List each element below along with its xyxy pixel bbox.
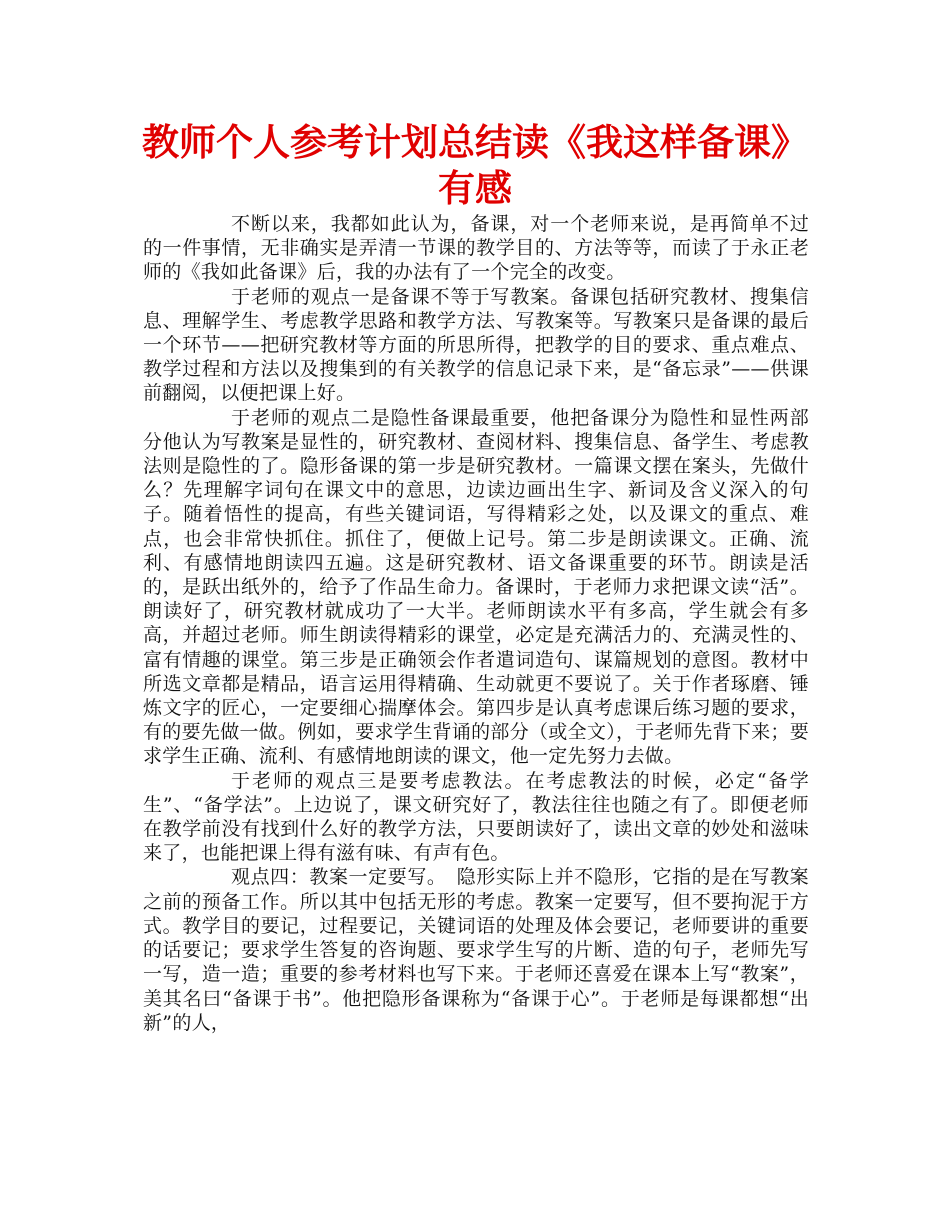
paragraph-2: 于老师的观点一是备课不等于写教案。备课包括研究教材、搜集信息、理解学生、考虑教学思路和教学方法、写教案等。写教案只是备课的最后一个环节——把研究教材等方面的所思所得，把教学的目的要求、重点难点、教学过程和方法以及搜集到的有关教学的信息记录下来，是“备忘录”——供课前翻阅，以便把课上好。 xyxy=(143,285,809,405)
paragraph-3: 于老师的观点二是隐性备课最重要，他把备课分为隐性和显性两部分他认为写教案是显性的，研究教材、查阅材料、搜集信息、备学生、考虑教法则是隐性的了。隐形备课的第一步是研究教材。一篇课文摆在案头，先做什么？先理解字词句在课文中的意思，边读边画出生字、新词及含义深入的句子。随着悟性的提高，有些关键词语，写得精彩之处，以及课文的重点、难点，也会非常快抓住。抓住了，便做上记号。第二步是朗读课文。正确、流利、有感情地朗读四五遍。这是研究教材、语文备课重要的环节。朗读是活的，是跃出纸外的，给予了作品生命力。备课时，于老师力求把课文读“活”。朗读好了，研究教材就成功了一大半。老师朗读水平有多高，学生就会有多高，并超过老师。师生朗读得精彩的课堂，必定是充满活力的、充满灵性的、富有情趣的课堂。第三步是正确领会作者遣词造句、谋篇规划的意图。教材中所选文章都是精品，语言运用得精确、生动就更不要说了。关于作者琢磨、锤炼文字的匠心，一定要细心揣摩体会。第四步是认真考虑课后练习题的要求，有的要先做一做。例如，要求学生背诵的部分（或全文），于老师先背下来；要求学生正确、流利、有感情地朗读的课文，他一定先努力去做。 xyxy=(143,406,810,768)
paragraph-1: 不断以来，我都如此认为，备课，对一个老师来说，是再简单不过的一件事情，无非确实是弄清一节课的教学目的、方法等等，而读了于永正老师的《我如此备课》后，我的办法有了一个完全的改变。 xyxy=(143,213,809,284)
paragraph-4: 于老师的观点三是要考虑教法。在考虑教法的时候，必定“备学生”、“备学法”。上边说了，课文研究好了，教法往往也随之有了。即便老师在教学前没有找到什么好的教学方法，只要朗读好了，读出文章的妙处和滋味来了，也能把课上得有滋有味、有声有色。 xyxy=(143,769,809,865)
document-body xyxy=(143,212,809,1035)
title-line-1: 教师个人参考计划总结读《我这样备课》 xyxy=(142,121,808,164)
document-title xyxy=(120,120,830,212)
title-line-2: 有感 xyxy=(438,167,512,210)
paragraph-5: 观点四：教案一定要写。 隐形实际上并不隐形，它指的是在写教案之前的预备工作。所以其中包括无形的考虑。教案一定要写，但不要拘泥于方式。教学目的要记，过程要记，关键词语的处理及体会要记，老师要讲的重要的话要记；要求学生答复的咨询题、要求学生写的片断、造的句子，老师先写一写，造一造；重要的参考材料也写下来。于老师还喜爱在课本上写“教案”，美其名曰“备课于书”。他把隐形备课称为“备课于心”。于老师是每课都想“出新”的人， xyxy=(143,866,809,1034)
